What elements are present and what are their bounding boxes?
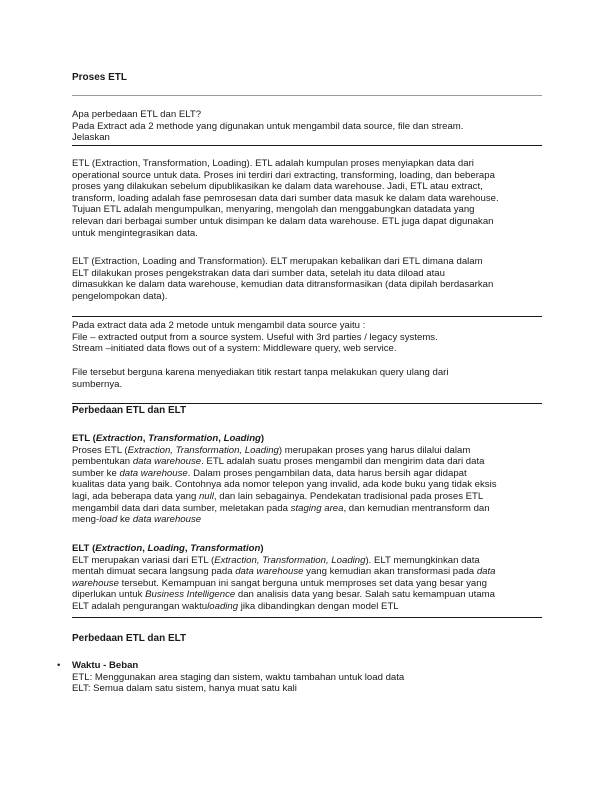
- divider: [72, 95, 542, 96]
- paragraph-line: File tersebut berguna karena menyediakan titik restart tanpa melakukan query ulang dari: [72, 367, 449, 378]
- question-block: [72, 109, 542, 144]
- paragraph-line: mengambil data dari data sumber, meletakan pada staging area, dan kemudian mentransform dan: [72, 502, 490, 514]
- paragraph-line: meng-load ke data warehouse: [72, 514, 202, 526]
- paragraph-line: transform, loading adalah fase pemrosesan data dari sumber data masuk ke dalam data warehouse.: [72, 192, 499, 204]
- section-title-perbedaan-2: Perbedaan ETL dan ELT: [72, 633, 187, 644]
- elt-paragraph: [72, 256, 542, 302]
- question-line: Pada Extract ada 2 methode yang digunakan untuk mengambil data source, file dan stream.: [72, 120, 464, 132]
- paragraph-line: Tujuan ETL adalah mengumpulkan, menyaring, mengolah dan menggabungkan datadata yang: [72, 204, 475, 216]
- paragraph-line: sumber ke data warehouse. Dalam proses pengambilan data, data harus bersih agar didapat: [72, 467, 467, 479]
- question-line: Jelaskan: [72, 132, 110, 144]
- etl-definition: [72, 433, 542, 526]
- file-note: [72, 367, 542, 390]
- extract-line: File – extracted output from a source system. Useful with 3rd parties / legacy systems.: [72, 331, 438, 343]
- section-title-perbedaan: Perbedaan ETL dan ELT: [72, 405, 187, 416]
- etl-definition-heading: ETL (Extraction, Transformation, Loading): [72, 433, 265, 444]
- divider: [72, 617, 542, 618]
- paragraph-line: warehouse tersebut. Kemampuan ini sangat berguna untuk memproses set data yang besar yang: [72, 577, 487, 589]
- divider: [72, 145, 542, 146]
- paragraph-line: relevan dari berbagai sumber untuk disimpan ke dalam data warehouse. ETL juga dapat digunakan: [72, 215, 494, 227]
- paragraph-line: mentah dimuat secara langsung pada data warehouse yang kemudian akan transformasi pada data: [72, 566, 496, 578]
- paragraph-line: ELT dilakukan proses pengekstrakan data dari sumber data, setelah itu data diload atau: [72, 267, 445, 279]
- bullet-icon: •: [57, 660, 61, 671]
- paragraph-line: proses yang dilakukan sebelum dipublikasikan ke dalam data warehouse. Jadi, ETL atau extract,: [72, 181, 483, 193]
- paragraph-line: ELT (Extraction, Loading and Transformation). ELT merupakan kebalikan dari ETL dimana dalam: [72, 256, 483, 267]
- question-line: Apa perbedaan ETL dan ELT?: [72, 109, 202, 120]
- extract-line: Stream –initiated data flows out of a system: Middleware query, web service.: [72, 343, 397, 355]
- divider: [72, 403, 542, 404]
- paragraph-line: untuk mengintegrasikan data.: [72, 227, 198, 239]
- elt-definition: [72, 543, 542, 613]
- paragraph-line: lagi, ada beberapa data yang null, dan lain sebagainya. Pendekatan tradisional pada proses ETL: [72, 490, 484, 502]
- bullet-item: [72, 660, 542, 695]
- section-title-proses-etl: Proses ETL: [72, 72, 128, 83]
- paragraph-line: dimasukkan ke dalam data warehouse, kemudian data ditransformasikan (data dipilah berdasarkan: [72, 279, 494, 291]
- divider: [72, 316, 542, 317]
- bullet-title: Waktu - Beban: [72, 660, 139, 671]
- paragraph-line: pengelompokan data).: [72, 290, 168, 302]
- paragraph-line: ELT merupakan variasi dari ETL (Extraction, Transformation, Loading). ELT memungkinkan data: [72, 554, 480, 566]
- paragraph-line: kualitas data yang baik. Contohnya ada nomor telepon yang invalid, ada kode buku yang tidak eksis: [72, 479, 497, 491]
- paragraph-line: ETL (Extraction, Transformation, Loading). ETL adalah kumpulan proses menyiapkan data dari: [72, 158, 474, 169]
- paragraph-line: diperlukan untuk Business Intelligence dan analisis data yang besar. Salah satu kemampuan utama: [72, 589, 495, 601]
- etl-paragraph: [72, 158, 542, 239]
- extract-methods: [72, 320, 542, 355]
- elt-definition-heading: ELT (Extraction, Loading, Transformation): [72, 543, 264, 554]
- bullet-line: ELT: Semua dalam satu sistem, hanya muat satu kali: [72, 683, 297, 695]
- extract-line: Pada extract data ada 2 metode untuk mengambil data source yaitu :: [72, 320, 366, 331]
- paragraph-line: ELT adalah pengurangan waktuloading jika dibandingkan dengan model ETL: [72, 600, 399, 612]
- paragraph-line: sumbernya.: [72, 378, 123, 390]
- paragraph-line: pembentukan data warehouse. ETL adalah suatu proses mengambil dan mengirim data dari data: [72, 456, 485, 468]
- bullet-line: ETL: Menggunakan area staging dan sistem, waktu tambahan untuk load data: [72, 671, 405, 683]
- paragraph-line: Proses ETL (Extraction, Transformation, Loading) merupakan proses yang harus dilalui dalam: [72, 444, 471, 456]
- paragraph-line: operational source untuk data. Proses ini terdiri dari extracting, transforming, loading, dan beberapa: [72, 169, 495, 181]
